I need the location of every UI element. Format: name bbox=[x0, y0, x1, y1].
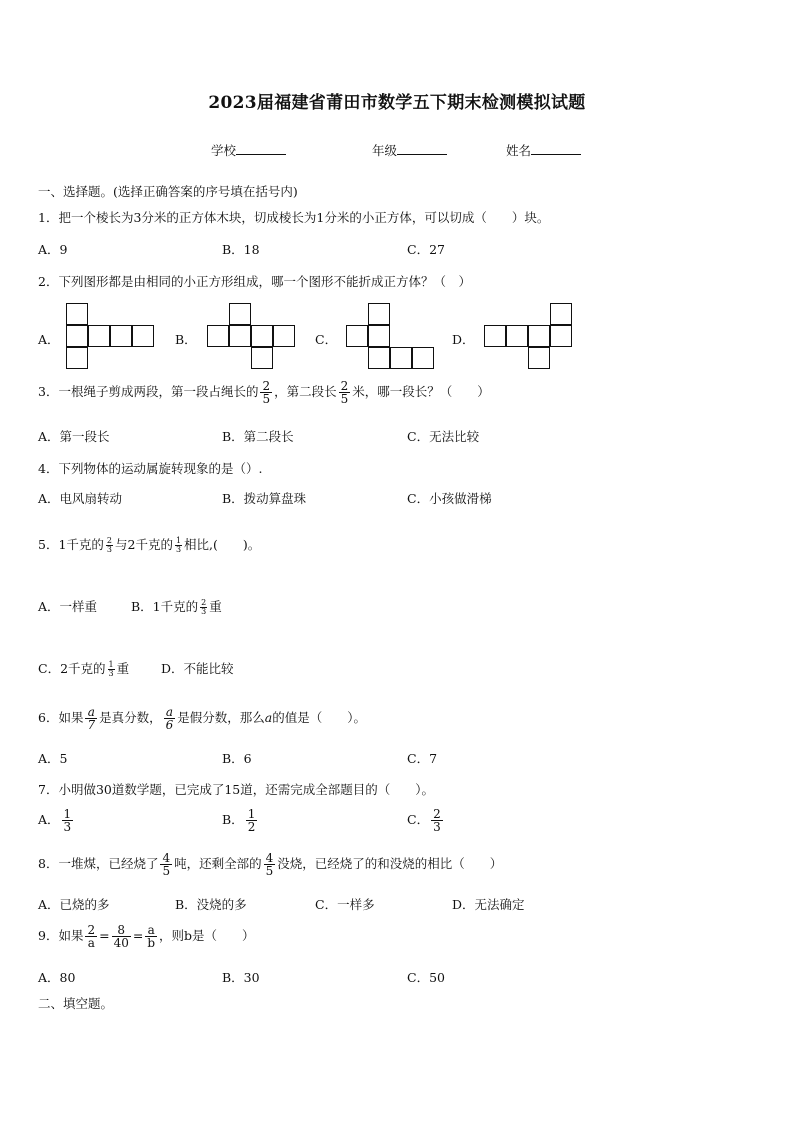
q2-option-b-label: B． bbox=[175, 332, 197, 347]
q3-option-b: B．第二段长 bbox=[222, 429, 294, 444]
q5-fraction-1: $\frac{2}{3}$ bbox=[106, 536, 112, 554]
q7-option-b-fraction: $\frac{1}{2}$ bbox=[247, 807, 256, 834]
q8-option-d: D．无法确定 bbox=[452, 897, 525, 912]
question-6-text: 6．如果 $\frac{a}{7}$ 是真分数， $\frac{a}{6}$ 是假分数，那么a的值是（ ）。 bbox=[38, 705, 366, 732]
q8-option-b: B．没烧的多 bbox=[175, 897, 247, 912]
q4-option-a: A．电风扇转动 bbox=[38, 491, 123, 506]
q3-option-a: A．第一段长 bbox=[38, 429, 110, 444]
question-7-text: 7．小明做30道数学题，已完成了15道，还需完成全部题目的（ ）。 bbox=[38, 782, 435, 797]
question-4-text: 4．下列物体的运动属旋转现象的是（）. bbox=[38, 461, 263, 476]
grade-label: 年级 bbox=[372, 143, 398, 158]
q2-option-a-label: A． bbox=[38, 332, 60, 347]
q7-option-a-fraction: $\frac{1}{3}$ bbox=[63, 807, 72, 834]
q6-option-b: B．6 bbox=[222, 751, 252, 766]
q9-option-b: B．30 bbox=[222, 970, 260, 985]
page-title: 2023届福建省莆田市数学五下期末检测模拟试题 bbox=[208, 93, 586, 113]
q9-option-a: A．80 bbox=[38, 970, 76, 985]
q9-fraction-2: $\frac{8}{40}$ bbox=[113, 923, 129, 950]
section-2-heading: 二、填空题。 bbox=[38, 996, 114, 1011]
q4-option-c: C．小孩做滑梯 bbox=[407, 491, 492, 506]
q9-fraction-1: $\frac{2}{a}$ bbox=[87, 923, 96, 950]
grade-field[interactable] bbox=[372, 141, 447, 159]
q1-option-c: C．27 bbox=[407, 242, 445, 257]
q9-fraction-3: $\frac{a}{b}$ bbox=[147, 923, 156, 950]
q8-option-c: C．一样多 bbox=[315, 897, 375, 912]
q1-option-b: B．18 bbox=[222, 242, 260, 257]
q3-fraction-2: $\frac{2}{5}$ bbox=[340, 379, 349, 406]
q8-fraction-1: $\frac{4}{5}$ bbox=[162, 851, 171, 878]
q5-option-b: B．1千克的 $\frac{2}{3}$ 重 bbox=[131, 598, 222, 616]
q2-option-d-label: D． bbox=[452, 332, 475, 347]
q7-option-c-fraction: $\frac{2}{3}$ bbox=[433, 807, 441, 834]
q6-fraction-1: $\frac{a}{7}$ bbox=[87, 705, 96, 732]
q6-option-a: A．5 bbox=[38, 751, 68, 766]
question-9-text: 9．如果 $\frac{2}{a}$ = $\frac{8}{40}$ = $\frac{a}{b}$ ，则b是（ ） bbox=[38, 923, 255, 950]
question-1-text: 1．把一个棱长为3分米的正方体木块，切成棱长为1分米的小正方体，可以切成（ ）块。 bbox=[38, 210, 550, 225]
q5-option-c: C．2千克的 $\frac{1}{3}$ 重 bbox=[38, 660, 130, 678]
section-1-heading: 一、选择题。(选择正确答案的序号填在括号内) bbox=[38, 184, 298, 199]
q5-option-b-fraction: $\frac{2}{3}$ bbox=[201, 598, 207, 616]
question-2-text: 2．下列图形都是由相同的小正方形组成，哪一个图形不能折成正方体？（ ） bbox=[38, 274, 471, 289]
q5-fraction-2: $\frac{1}{3}$ bbox=[175, 536, 182, 554]
name-blank[interactable] bbox=[531, 142, 581, 155]
name-field[interactable] bbox=[506, 141, 581, 159]
name-label: 姓名 bbox=[506, 143, 532, 158]
q8-option-a: A．已烧的多 bbox=[38, 897, 110, 912]
q5-option-d: D．不能比较 bbox=[161, 661, 234, 676]
q9-option-c: C．50 bbox=[407, 970, 445, 985]
q3-fraction-1: $\frac{2}{5}$ bbox=[262, 379, 271, 406]
school-field[interactable] bbox=[211, 141, 286, 159]
question-3-text: 3．一根绳子剪成两段，第一段占绳长的 $\frac{2}{5}$ ，第二段长 $\frac{2}{5}$ 米，哪一段长？（ ） bbox=[38, 379, 490, 406]
q2-option-c-label: C． bbox=[315, 332, 338, 347]
school-label: 学校 bbox=[211, 143, 237, 158]
q5-option-a: A．一样重 bbox=[38, 599, 98, 614]
question-5-text: 5．1千克的 $\frac{2}{3}$ 与2千克的 $\frac{1}{3}$ 相比,( )。 bbox=[38, 536, 261, 554]
school-blank[interactable] bbox=[236, 142, 286, 155]
q1-option-a: A．9 bbox=[38, 242, 68, 257]
grade-blank[interactable] bbox=[397, 142, 447, 155]
q6-fraction-2: $\frac{a}{6}$ bbox=[165, 705, 174, 732]
q7-option-a: A． $\frac{1}{3}$ bbox=[38, 807, 72, 834]
q8-fraction-2: $\frac{4}{5}$ bbox=[265, 851, 274, 878]
q7-option-c: C． $\frac{2}{3}$ bbox=[407, 807, 441, 834]
q7-option-b: B． $\frac{1}{2}$ bbox=[222, 807, 256, 834]
question-8-text: 8．一堆煤，已经烧了 $\frac{4}{5}$ 吨，还剩全部的 $\frac{4}{5}$ 没烧，已经烧了的和没烧的相比（ ） bbox=[38, 851, 503, 878]
q5-option-c-fraction: $\frac{1}{3}$ bbox=[108, 660, 114, 678]
q3-option-c: C．无法比较 bbox=[407, 429, 480, 444]
q4-option-b: B．拨动算盘珠 bbox=[222, 491, 307, 506]
q6-option-c: C．7 bbox=[407, 751, 438, 766]
